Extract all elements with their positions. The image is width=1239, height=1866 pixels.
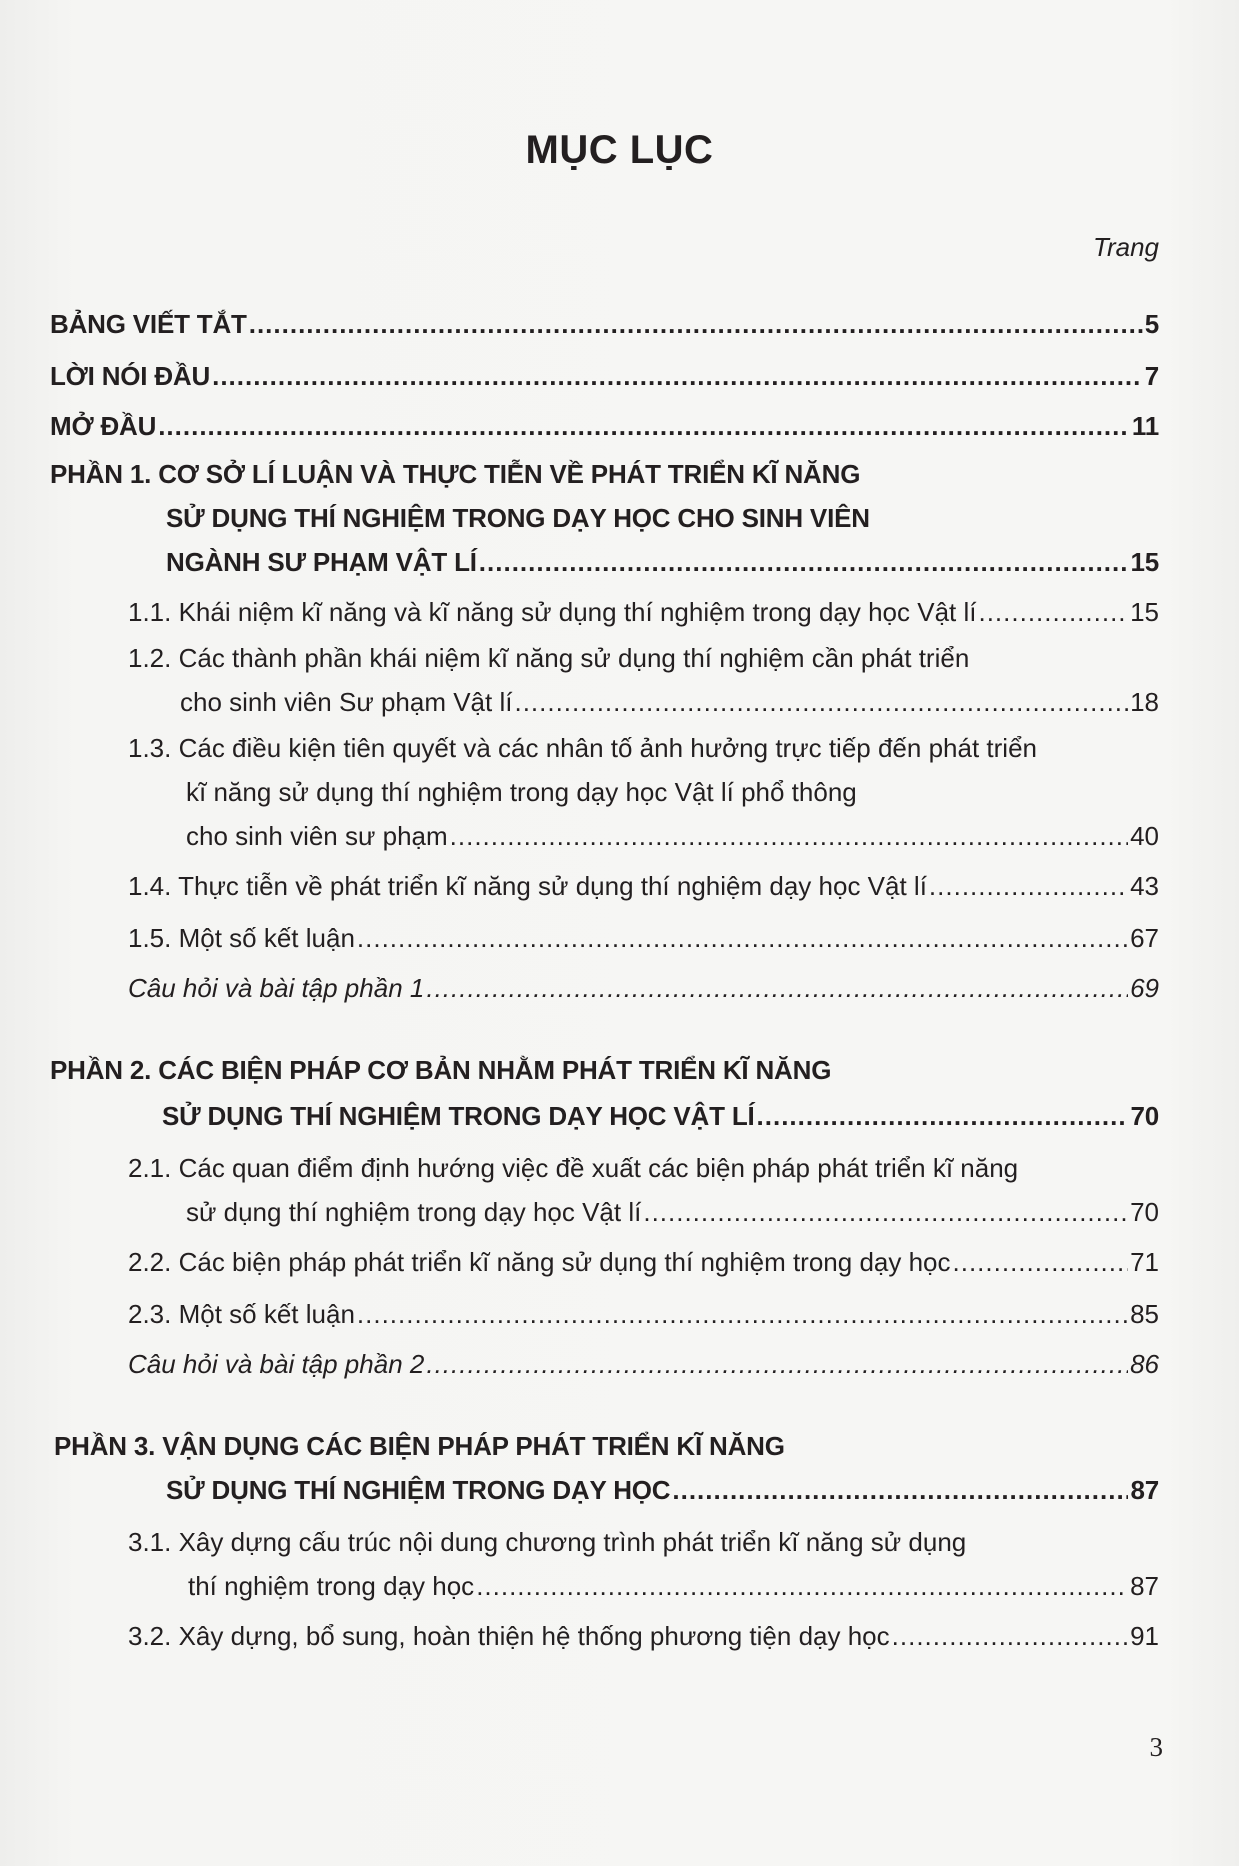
part1-heading-line-2[interactable]: SỬ DỤNG THÍ NGHIỆM TRONG DẠY HỌC CHO SINH VIÊN: [166, 503, 870, 533]
toc-entry-1-3[interactable]: [186, 820, 1159, 852]
toc-entry-3-1[interactable]: [188, 1570, 1159, 1602]
toc-entry-1-3-line-1[interactable]: 1.3. Các điều kiện tiên quyết và các nhân tố ảnh hưởng trực tiếp đến phát triển: [128, 733, 1037, 763]
toc-entry-page: 85: [1130, 1299, 1159, 1329]
toc-entry-page: 86: [1130, 1349, 1159, 1379]
toc-entry-page: 70: [1130, 1101, 1159, 1131]
toc-entry-3-1-line-1[interactable]: 3.1. Xây dựng cấu trúc nội dung chương trình phát triển kĩ năng sử dụng: [128, 1527, 967, 1557]
toc-entry-title: 2.3. Một số kết luận: [128, 1299, 355, 1329]
toc-entry-2-2[interactable]: [128, 1246, 1159, 1278]
toc-entry-page: 40: [1130, 821, 1159, 851]
toc-entry-title: NGÀNH SƯ PHẠM VẬT LÍ: [166, 547, 477, 577]
toc-entry-page: 15: [1130, 597, 1159, 627]
toc-entry-1-2[interactable]: [180, 686, 1159, 718]
toc-entry-page: 7: [1144, 361, 1159, 391]
toc-entry-2-3[interactable]: [128, 1298, 1159, 1330]
dot-leader: [450, 820, 1128, 852]
dot-leader: [672, 1474, 1128, 1506]
dot-leader: [426, 972, 1128, 1004]
dot-leader: [479, 546, 1129, 578]
dot-leader: [249, 308, 1143, 340]
toc-entry-title: 1.5. Một số kết luận: [128, 923, 355, 953]
toc-entry-loi-noi-dau[interactable]: [50, 360, 1159, 392]
dot-leader: [212, 360, 1143, 392]
toc-entry-2-1[interactable]: [186, 1196, 1159, 1228]
toc-entry-2-1-line-1[interactable]: 2.1. Các quan điểm định hướng việc đề xuất các biện pháp phát triển kĩ năng: [128, 1153, 1019, 1183]
dot-leader: [757, 1100, 1129, 1132]
toc-entry-page: 87: [1130, 1475, 1159, 1505]
toc-entry-title: 1.1. Khái niệm kĩ năng và kĩ năng sử dụng thí nghiệm trong dạy học Vật lí: [128, 597, 977, 627]
toc-entry-part3[interactable]: [166, 1474, 1159, 1506]
toc-entry-title: cho sinh viên sư phạm: [186, 821, 448, 851]
toc-entry-title: cho sinh viên Sư phạm Vật lí: [180, 687, 513, 717]
dot-leader: [892, 1620, 1128, 1652]
toc-entry-title: sử dụng thí nghiệm trong dạy học Vật lí: [186, 1197, 642, 1227]
toc-entry-part2[interactable]: [162, 1100, 1159, 1132]
dot-leader: [978, 596, 1128, 628]
dot-leader: [929, 870, 1128, 902]
dot-leader: [426, 1348, 1128, 1380]
part2-heading-line-1[interactable]: PHẦN 2. CÁC BIỆN PHÁP CƠ BẢN NHẰM PHÁT TRIỂN KĨ NĂNG: [50, 1055, 832, 1085]
toc-entry-bang-viet-tat[interactable]: [50, 308, 1159, 340]
toc-entry-mo-dau[interactable]: [50, 410, 1159, 442]
toc-entry-title: MỞ ĐẦU: [50, 411, 157, 441]
toc-entry-page: 71: [1130, 1247, 1159, 1277]
toc-entry-1-4[interactable]: [128, 870, 1159, 902]
toc-entry-1-1[interactable]: [128, 596, 1159, 628]
dot-leader: [158, 410, 1130, 442]
toc-entry-page: 11: [1131, 411, 1159, 441]
dot-leader: [514, 686, 1128, 718]
toc-entry-title: 2.2. Các biện pháp phát triển kĩ năng sử dụng thí nghiệm trong dạy học: [128, 1247, 951, 1277]
dot-leader: [643, 1196, 1128, 1228]
toc-entry-title: thí nghiệm trong dạy học: [188, 1571, 475, 1601]
toc-entry-title: BẢNG VIẾT TẮT: [50, 309, 247, 339]
toc-entry-page: 67: [1130, 923, 1159, 953]
toc-entry-questions-2[interactable]: [128, 1348, 1159, 1380]
toc-entry-3-2[interactable]: [128, 1620, 1159, 1652]
toc-entry-title: 1.4. Thực tiễn về phát triển kĩ năng sử dụng thí nghiệm dạy học Vật lí: [128, 871, 927, 901]
toc-entry-title: SỬ DỤNG THÍ NGHIỆM TRONG DẠY HỌC VẬT LÍ: [162, 1101, 755, 1131]
dot-leader: [476, 1570, 1128, 1602]
toc-entry-page: 91: [1130, 1621, 1159, 1651]
toc-entry-page: 69: [1130, 973, 1159, 1003]
toc-entry-page: 15: [1130, 547, 1159, 577]
toc-entry-1-3-line-2[interactable]: kĩ năng sử dụng thí nghiệm trong dạy học Vật lí phổ thông: [186, 777, 857, 807]
toc-entry-1-2-line-1[interactable]: 1.2. Các thành phần khái niệm kĩ năng sử dụng thí nghiệm cần phát triển: [128, 643, 970, 673]
toc-entry-page: 87: [1130, 1571, 1159, 1601]
toc-entry-title: 3.2. Xây dựng, bổ sung, hoàn thiện hệ thống phương tiện dạy học: [128, 1621, 890, 1651]
toc-entry-title: Câu hỏi và bài tập phần 2: [128, 1349, 425, 1379]
toc-entry-page: 43: [1130, 871, 1159, 901]
toc-entry-title: LỜI NÓI ĐẦU: [50, 361, 211, 391]
toc-entry-page: 5: [1144, 309, 1159, 339]
page-title: MỤC LỤC: [525, 128, 714, 172]
toc-entry-part1[interactable]: [166, 546, 1159, 578]
dot-leader: [357, 1298, 1128, 1330]
page-column-label: Trang: [1093, 232, 1159, 262]
toc-entry-title: SỬ DỤNG THÍ NGHIỆM TRONG DẠY HỌC: [166, 1475, 671, 1505]
toc-entry-1-5[interactable]: [128, 922, 1159, 954]
dot-leader: [953, 1246, 1129, 1278]
dot-leader: [357, 922, 1128, 954]
toc-entry-title: Câu hỏi và bài tập phần 1: [128, 973, 425, 1003]
page-number: 3: [1149, 1732, 1163, 1762]
toc-entry-questions-1[interactable]: [128, 972, 1159, 1004]
part1-heading-line-1[interactable]: PHẦN 1. CƠ SỞ LÍ LUẬN VÀ THỰC TIỄN VỀ PHÁT TRIỂN KĨ NĂNG: [50, 459, 861, 489]
toc-entry-page: 70: [1130, 1197, 1159, 1227]
toc-entry-page: 18: [1130, 687, 1159, 717]
part3-heading-line-1[interactable]: PHẦN 3. VẬN DỤNG CÁC BIỆN PHÁP PHÁT TRIỂN KĨ NĂNG: [54, 1431, 785, 1461]
